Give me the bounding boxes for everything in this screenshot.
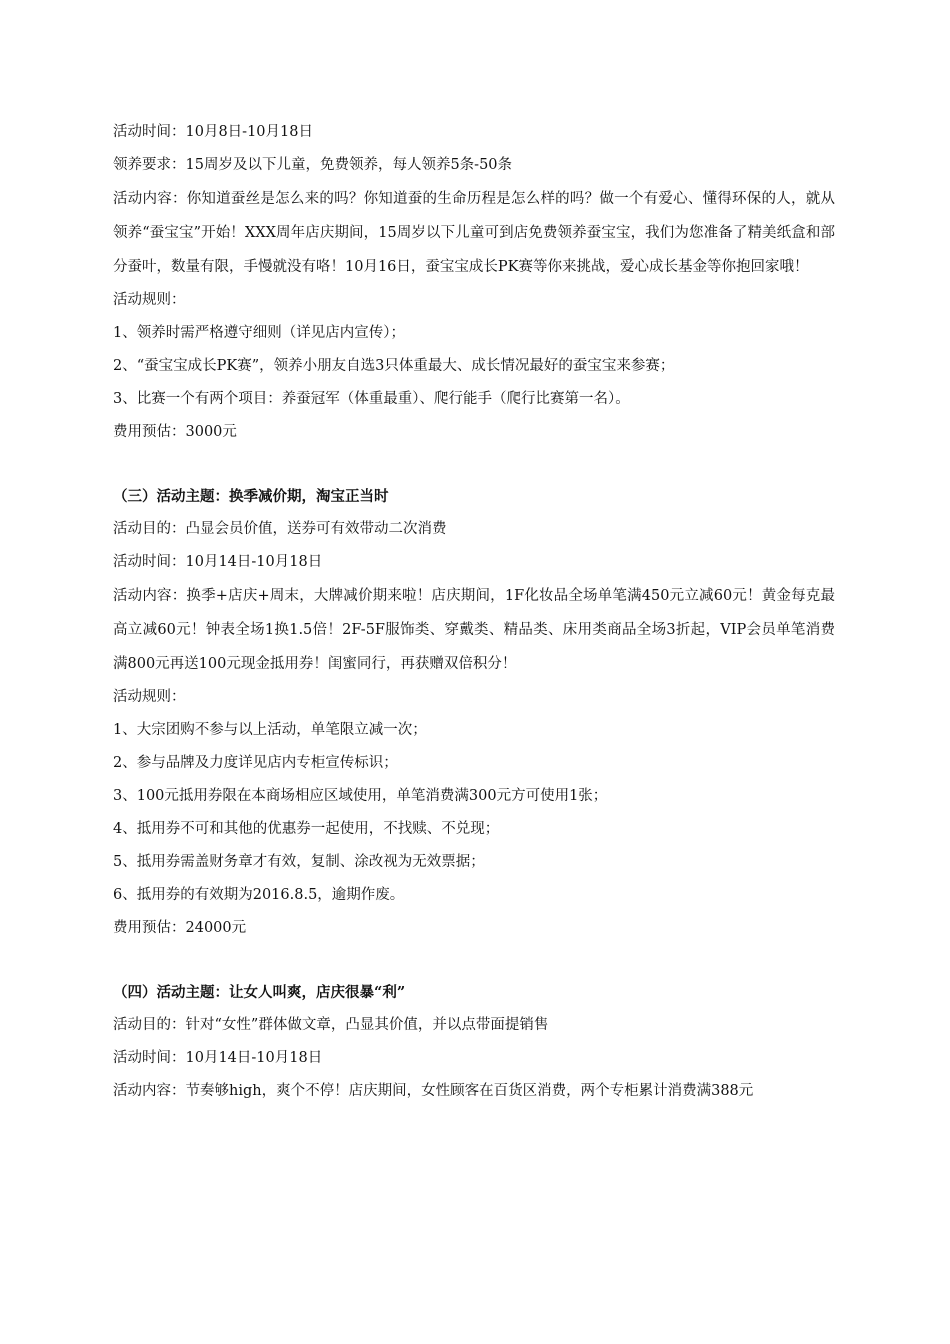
section3-cost: 费用预估：24000元: [113, 920, 247, 936]
section-spacer: [113, 953, 835, 984]
document-body: [113, 124, 835, 1116]
section3-time: 活动时间：10月14日-10月18日: [113, 554, 323, 570]
section2-rule-3: 3、比赛一个有两个项目：养蚕冠军（体重最重）、爬行能手（爬行比赛第一名）。: [113, 391, 630, 407]
section3-heading: （三）活动主题：换季减价期，淘宝正当时: [113, 488, 389, 505]
section4-purpose: 活动目的：针对“女性”群体做文章，凸显其价值，并以点带面提销售: [113, 1017, 549, 1033]
section4-content: 活动内容：节奏够high，爽个不停！店庆期间，女性顾客在百货区消费，两个专柜累计消费满388元: [113, 1083, 754, 1099]
section2-content: 活动内容：你知道蚕丝是怎么来的吗？你知道蚕的生命历程是怎么样的吗？做一个有爱心、懂得环保的人，就从领养“蚕宝宝”开始！XXX周年店庆期间，15周岁以下儿童可到店免费领养蚕宝宝，我们为您准备了精美纸盒和部分蚕叶，数量有限，手慢就没有咯！10月16日，蚕宝宝成长PK赛等你来挑战，爱心成长基金等你抱回家哦！: [113, 191, 835, 275]
section3-rule-2: 2、参与品牌及力度详见店内专柜宣传标识；: [113, 755, 398, 771]
section2-requirement: 领养要求：15周岁及以下儿童，免费领养，每人领养5条-50条: [113, 157, 513, 173]
section4-heading: （四）活动主题：让女人叫爽，店庆很暴“利”: [113, 984, 406, 1001]
section3-rule-3: 3、100元抵用券限在本商场相应区域使用，单笔消费满300元方可使用1张；: [113, 788, 608, 804]
section3-purpose: 活动目的：凸显会员价值，送券可有效带动二次消费: [113, 521, 447, 537]
section2-rule-2: 2、“蚕宝宝成长PK赛”，领养小朋友自选3只体重最大、成长情况最好的蚕宝宝来参赛；: [113, 358, 675, 374]
section2-time: 活动时间：10月8日-10月18日: [113, 124, 313, 140]
section3-rule-6: 6、抵用券的有效期为2016.8.5，逾期作废。: [113, 887, 405, 903]
section3-rule-1: 1、大宗团购不参与以上活动，单笔限立减一次；: [113, 722, 427, 738]
section2-rule-1: 1、领养时需严格遵守细则（详见店内宣传）；: [113, 325, 405, 341]
section3-content: 活动内容：换季+店庆+周末，大牌减价期来啦！店庆期间，1F化妆品全场单笔满450元立减60元！黄金每克最高立减60元！钟表全场1换1.5倍！2F-5F服饰类、穿戴类、精品类、床用类商品全场3折起，VIP会员单笔消费满800元再送100元现金抵用券！闺蜜同行，再获赠双倍积分！: [113, 588, 835, 672]
section3-rule-4: 4、抵用券不可和其他的优惠券一起使用，不找赎、不兑现；: [113, 821, 500, 837]
section2-rules-label: 活动规则：: [113, 292, 186, 308]
section2-cost: 费用预估：3000元: [113, 424, 237, 440]
section3-rules-label: 活动规则：: [113, 689, 186, 705]
section3-rule-5: 5、抵用券需盖财务章才有效，复制、涂改视为无效票据；: [113, 854, 485, 870]
section4-time: 活动时间：10月14日-10月18日: [113, 1050, 323, 1066]
section-spacer: [113, 457, 835, 488]
